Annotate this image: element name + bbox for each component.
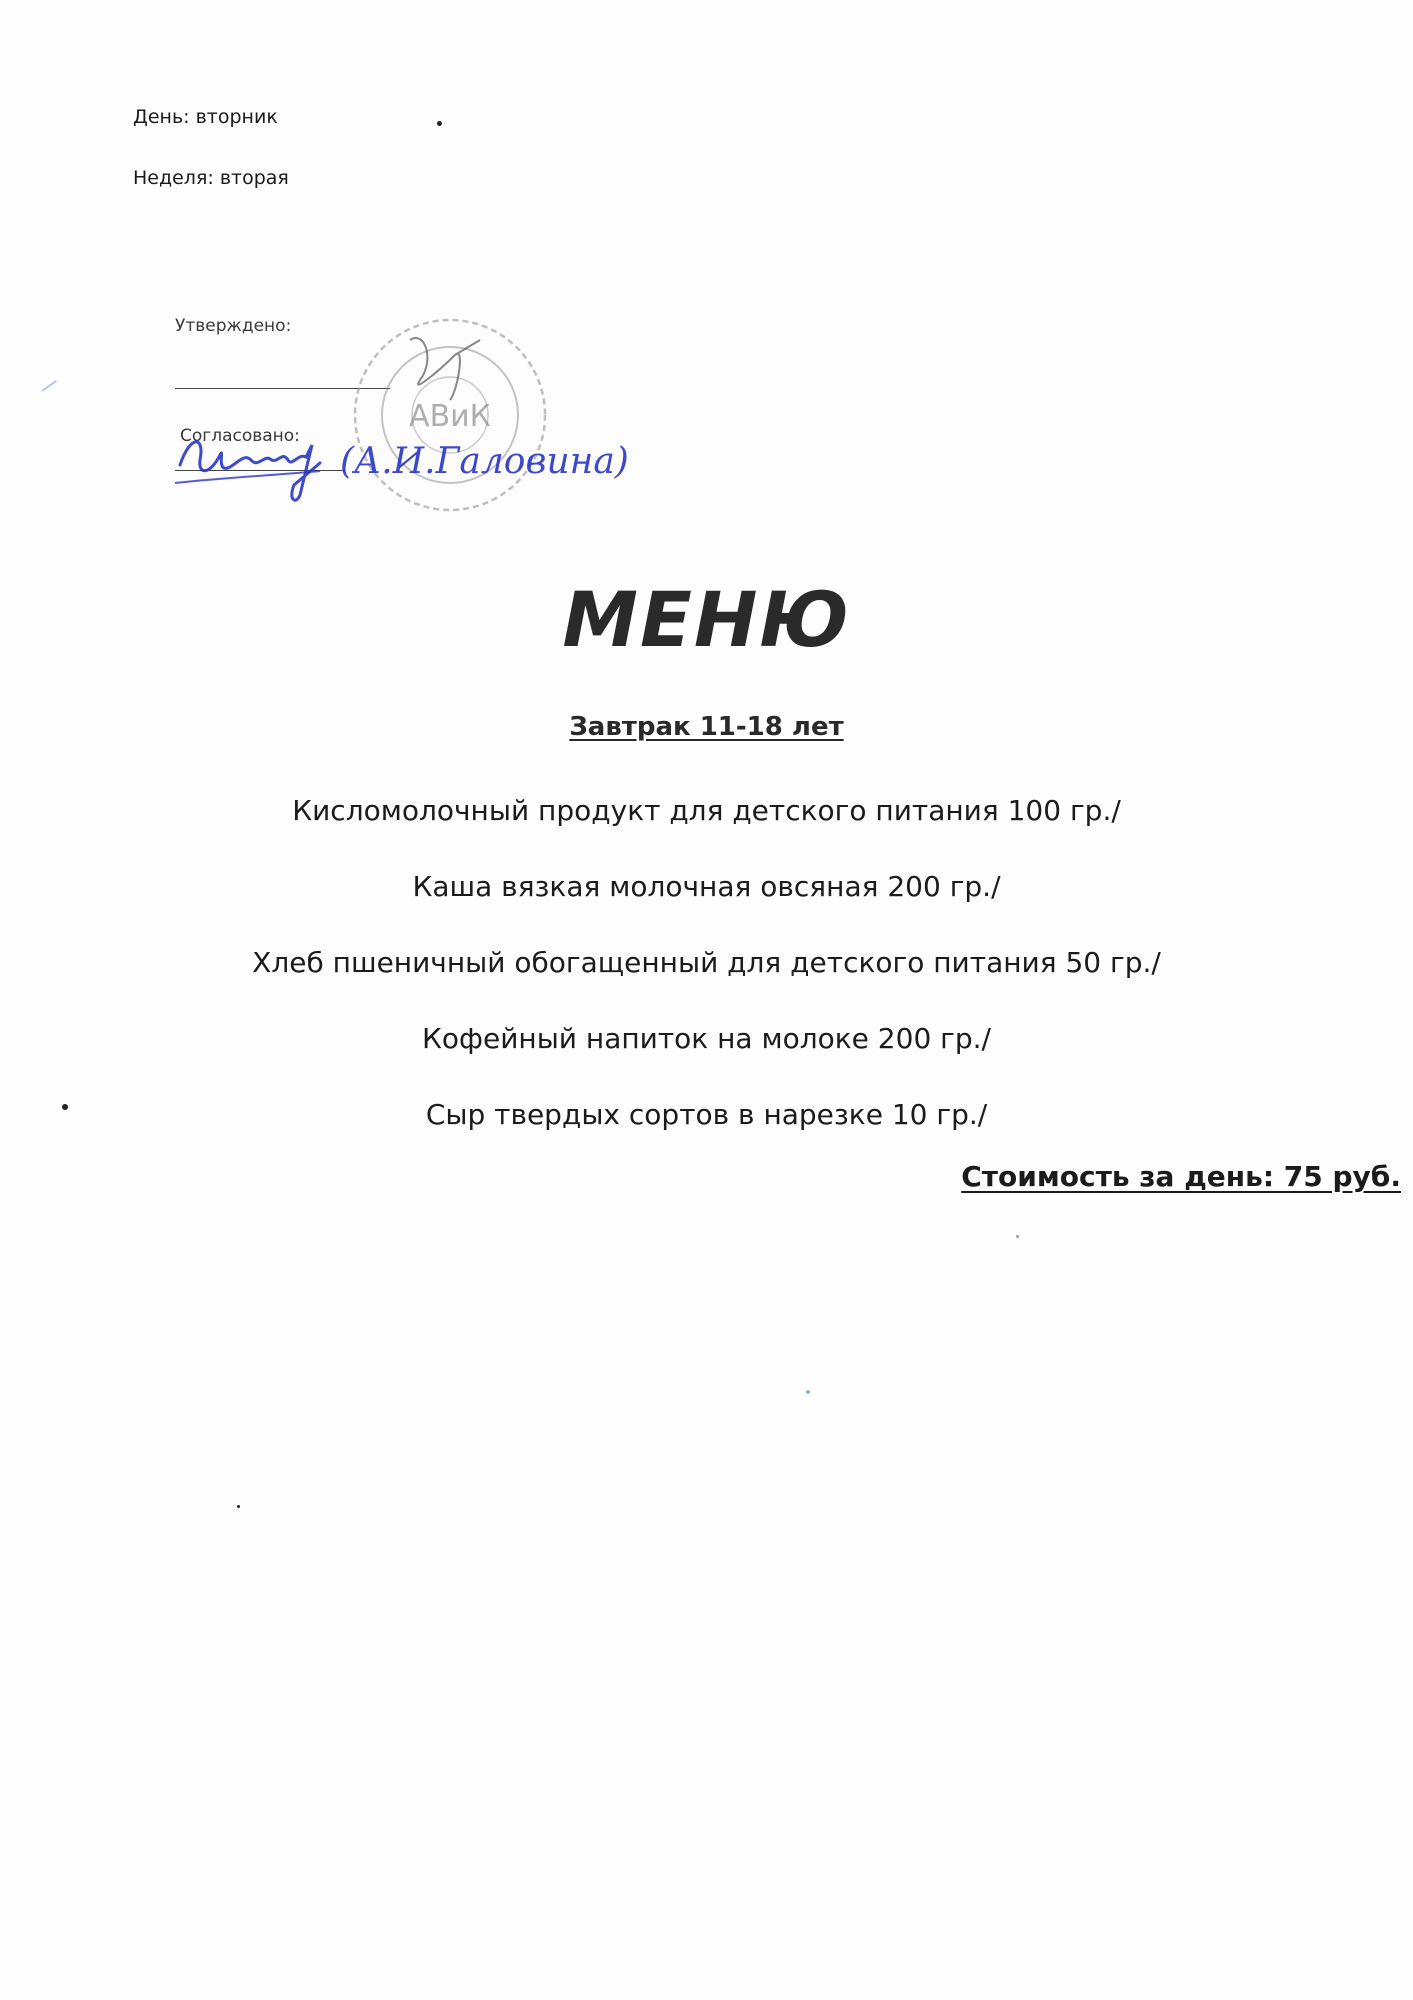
meal-heading [0,712,1413,742]
menu-item: Кисломолочный продукт для детского питания 100 гр./ [292,794,1121,827]
page-title: МЕНЮ [562,575,851,664]
week-label: Неделя: вторая [133,167,289,189]
ink-speck [41,380,57,392]
agreed-label: Согласовано: [180,426,300,446]
menu-item: Кофейный напиток на молоке 200 гр./ [422,1022,991,1055]
ink-speck [806,1390,810,1394]
menu-item: Сыр твердых сортов в нарезке 10 гр./ [425,1098,988,1131]
stamp-center-text: АВиК [409,399,491,434]
daily-cost-text: Стоимость за день: 75 руб. [961,1160,1401,1193]
menu-list [0,796,1413,1176]
approval-block [175,300,695,530]
handwritten-signature-icon [170,405,650,515]
menu-item: Каша вязкая молочная овсяная 200 гр./ [412,870,1001,903]
ink-speck [62,1104,68,1110]
approved-label: Утверждено: [175,316,292,336]
daily-cost [961,1160,1401,1193]
ink-speck [1016,1235,1019,1238]
day-label: День: вторник [133,106,278,128]
menu-item: Хлеб пшеничный обогащенный для детского питания 50 гр./ [252,946,1161,979]
meal-heading-text: Завтрак 11-18 лет [569,712,844,742]
ink-speck [437,121,442,126]
signature-text: (А.И.Галовина) [340,441,629,482]
ink-speck [237,1505,240,1508]
